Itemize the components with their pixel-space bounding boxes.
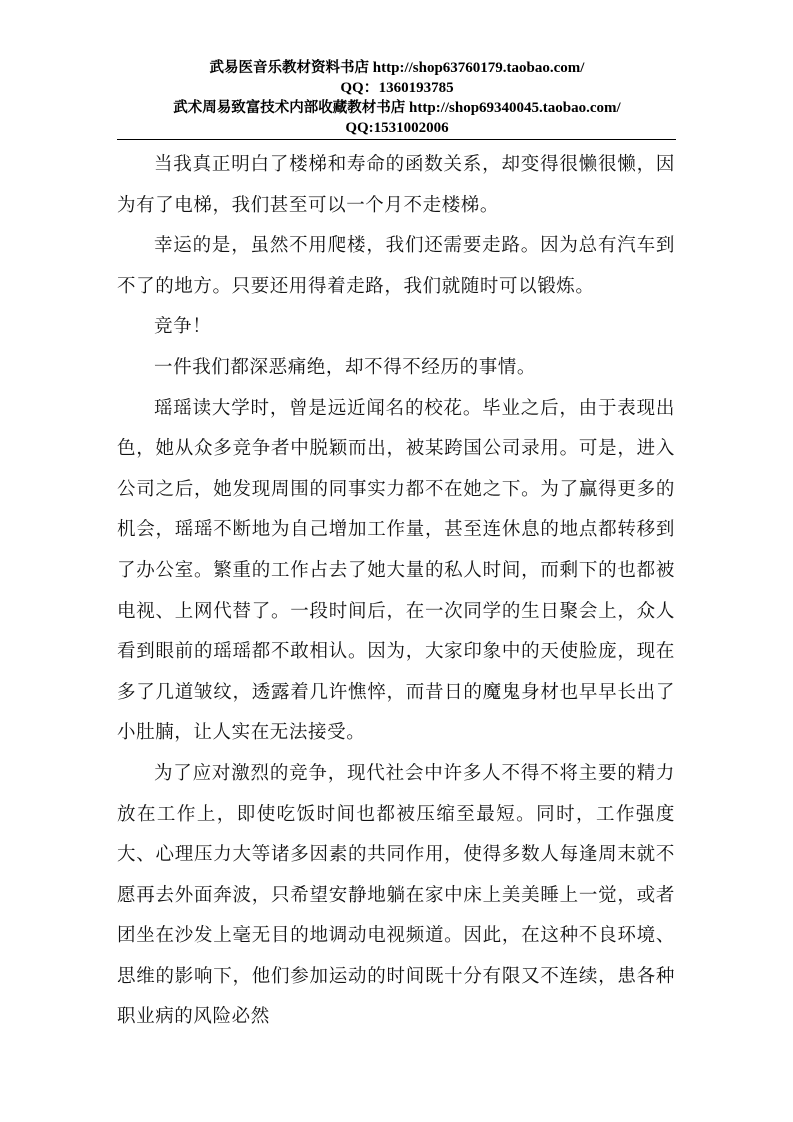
header-line-1 bbox=[117, 58, 677, 78]
header-divider bbox=[117, 139, 676, 140]
shop-url-2[interactable]: http://shop69340045.taobao.com/ bbox=[409, 100, 621, 116]
header-qq-1: QQ：1360193785 bbox=[340, 80, 454, 96]
paragraph: 瑶瑶读大学时，曾是远近闻名的校花。毕业之后，由于表现出色，她从众多竞争者中脱颖而出，被某跨国公司录用。可是，进入公司之后，她发现周围的同事实力都不在她之下。为了赢得更多的机会，瑶瑶不断地为自己增加工作量，甚至连休息的地点都转移到了办公室。繁重的工作占去了她大量的私人时间，而剩下的也都被电视、上网代替了。一段时间后，在一次同学的生日聚会上，众人看到眼前的瑶瑶都不敢相认。因为，大家印象中的天使脸庞，现在多了几道皱纹，透露着几许憔悴，而昔日的魔鬼身材也早早长出了小肚腩，让人实在无法接受。 bbox=[117, 397, 675, 744]
document-body bbox=[117, 145, 675, 1038]
header-line-3 bbox=[117, 98, 677, 118]
paragraph: 竞争！ bbox=[154, 316, 212, 338]
header-qq-2: QQ:1531002006 bbox=[345, 120, 449, 136]
page-header bbox=[117, 58, 677, 138]
paragraph: 一件我们都深恶痛绝，却不得不经历的事情。 bbox=[154, 356, 537, 378]
shop-url-1[interactable]: http://shop63760179.taobao.com/ bbox=[372, 60, 585, 76]
paragraph: 当我真正明白了楼梯和寿命的函数关系，却变得很懒很懒，因为有了电梯，我们甚至可以一个月不走楼梯。 bbox=[117, 154, 675, 216]
shop-name-2: 武术周易致富技术内部收藏教材书店 bbox=[173, 100, 406, 116]
paragraph: 幸运的是，虽然不用爬楼，我们还需要走路。因为总有汽车到不了的地方。只要还用得着走路，我们就随时可以锻炼。 bbox=[117, 235, 675, 297]
paragraph: 为了应对激烈的竞争，现代社会中许多人不得不将主要的精力放在工作上，即使吃饭时间也都被压缩至最短。同时，工作强度大、心理压力大等诸多因素的共同作用，使得多数人每逢周末就不愿再去外面奔波，只希望安静地躺在家中床上美美睡上一觉，或者团坐在沙发上毫无目的地调动电视频道。因此，在这种不良环境、思维的影响下，他们参加运动的时间既十分有限又不连续，患各种职业病的风险必然 bbox=[117, 762, 675, 1028]
shop-name-1: 武易医音乐教材资料书店 bbox=[209, 60, 370, 76]
